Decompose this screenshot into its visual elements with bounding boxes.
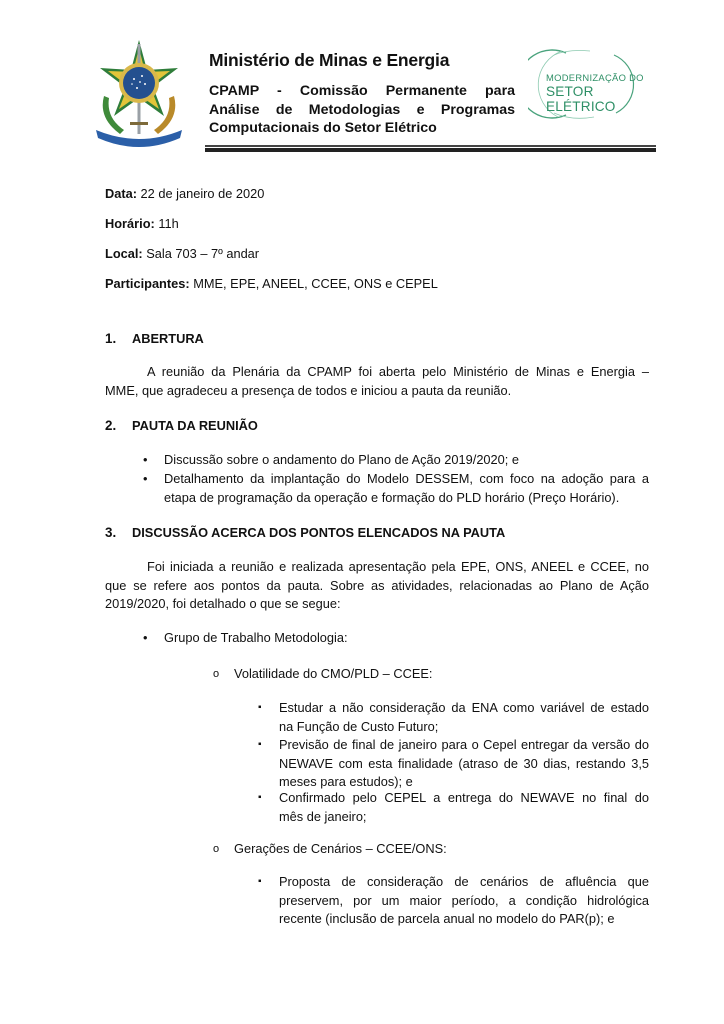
commission-title-line: Análise de Metodologias e Programas — [209, 101, 515, 118]
date-label: Data: — [105, 186, 137, 201]
list-item-text: Detalhamento da implantação do Modelo DESSEM, com foco na adoção para a — [164, 471, 649, 486]
section-number: 1. — [105, 331, 117, 346]
circle-bullet-icon: o — [213, 668, 220, 680]
list-item-text: Previsão de final de janeiro para o Cepel entregar da versão do — [279, 737, 649, 752]
meeting-time — [105, 216, 179, 231]
section-heading-discussao — [105, 525, 505, 540]
sub-sub-list-item — [258, 736, 649, 792]
list-item — [143, 629, 649, 648]
paragraph-line: A reunião da Plenária da CPAMP foi aberta pelo Ministério de Minas e Energia – — [147, 364, 649, 379]
list-item-text: na Função de Custo Futuro; — [279, 718, 439, 734]
header-rule — [205, 145, 656, 147]
list-item — [143, 451, 649, 470]
meeting-date — [105, 186, 264, 201]
section-number: 2. — [105, 418, 117, 433]
section-heading-abertura — [105, 331, 204, 346]
ministry-title: Ministério de Minas e Energia — [209, 50, 450, 70]
sub-sub-list-item — [258, 699, 649, 736]
header-rule-thick — [205, 148, 656, 152]
sub-sub-list-item — [258, 789, 649, 826]
meeting-participants — [105, 276, 438, 291]
paragraph-line: que se refere aos pontos da pauta. Sobre as atividades, relacionadas ao Plano de Ação — [105, 577, 649, 593]
list-item-text: mês de janeiro; — [279, 808, 367, 824]
commission-title — [209, 82, 515, 138]
list-item-text: Proposta de consideração de cenários de afluência que — [279, 874, 649, 889]
paragraph-line: Foi iniciada a reunião e realizada apresentação pela EPE, ONS, ANEEL e CCEE, no — [147, 559, 649, 574]
section-title: DISCUSSÃO ACERCA DOS PONTOS ELENCADOS NA PAUTA — [132, 525, 506, 540]
date-value: 22 de janeiro de 2020 — [137, 186, 265, 201]
place-value: Sala 703 – 7º andar — [142, 246, 260, 261]
square-bullet-icon: ▪ — [258, 792, 262, 803]
bullet-icon: • — [143, 452, 148, 467]
participants-value: MME, EPE, ANEEL, CCEE, ONS e CEPEL — [189, 276, 438, 291]
participants-label: Participantes: — [105, 276, 190, 291]
list-item — [143, 470, 649, 507]
square-bullet-icon: ▪ — [258, 876, 262, 887]
bullet-icon: • — [143, 471, 148, 486]
list-item-text: recente (inclusão de parcela anual no modelo do PAR(p); e — [279, 911, 615, 926]
commission-title-line: CPAMP - Comissão Permanente para — [209, 83, 515, 99]
square-bullet-icon: ▪ — [258, 702, 262, 713]
section-paragraph — [105, 558, 649, 614]
brazil-coat-of-arms-icon — [90, 38, 188, 148]
list-item-text: Volatilidade do CMO/PLD – CCEE: — [234, 666, 433, 681]
circle-bullet-icon: o — [213, 843, 220, 855]
sector-modernization-logo — [528, 47, 650, 121]
list-item-text: Confirmado pelo CEPEL a entrega do NEWAVE no final do — [279, 790, 649, 805]
commission-title-line: Computacionais do Setor Elétrico — [209, 120, 437, 136]
paragraph-line: MME, que agradeceu a presença de todos e iniciou a pauta da reunião. — [105, 382, 512, 398]
bullet-icon: • — [143, 630, 148, 645]
section-paragraph — [105, 363, 649, 400]
section-title: ABERTURA — [132, 331, 204, 346]
list-item-text: preservem, por um maior período, a condição hidrológica — [279, 892, 649, 908]
list-item-text: Gerações de Cenários – CCEE/ONS: — [234, 841, 447, 856]
list-item-text: Discussão sobre o andamento do Plano de Ação 2019/2020; e — [164, 452, 520, 467]
place-label: Local: — [105, 246, 143, 261]
square-bullet-icon: ▪ — [258, 739, 262, 750]
sub-sub-list-item — [258, 873, 649, 929]
list-item-text: Grupo de Trabalho Metodologia: — [164, 630, 348, 645]
list-item-text: NEWAVE com esta finalidade (atraso de 30 dias, restando 3,5 — [279, 755, 649, 771]
section-heading-pauta — [105, 418, 258, 433]
paragraph-line: 2019/2020, foi detalhado o que se segue: — [105, 596, 341, 611]
meeting-place — [105, 246, 259, 261]
list-item-text: Estudar a não consideração da ENA como variável de estado — [279, 700, 649, 715]
time-value: 11h — [154, 216, 179, 231]
time-label: Horário: — [105, 216, 155, 231]
list-item-text: etapa de programação da operação e formação do PLD horário (Preço Horário). — [164, 489, 620, 505]
logo-text-bottom: SETOR ELÉTRICO — [546, 84, 616, 114]
sub-list-item — [213, 665, 649, 684]
sub-list-item — [213, 840, 649, 859]
logo-text-top: MODERNIZAÇÃO DO — [546, 72, 644, 83]
list-item-text: meses para estudos); e — [279, 774, 413, 789]
section-number: 3. — [105, 525, 117, 540]
section-title: PAUTA DA REUNIÃO — [132, 418, 258, 433]
